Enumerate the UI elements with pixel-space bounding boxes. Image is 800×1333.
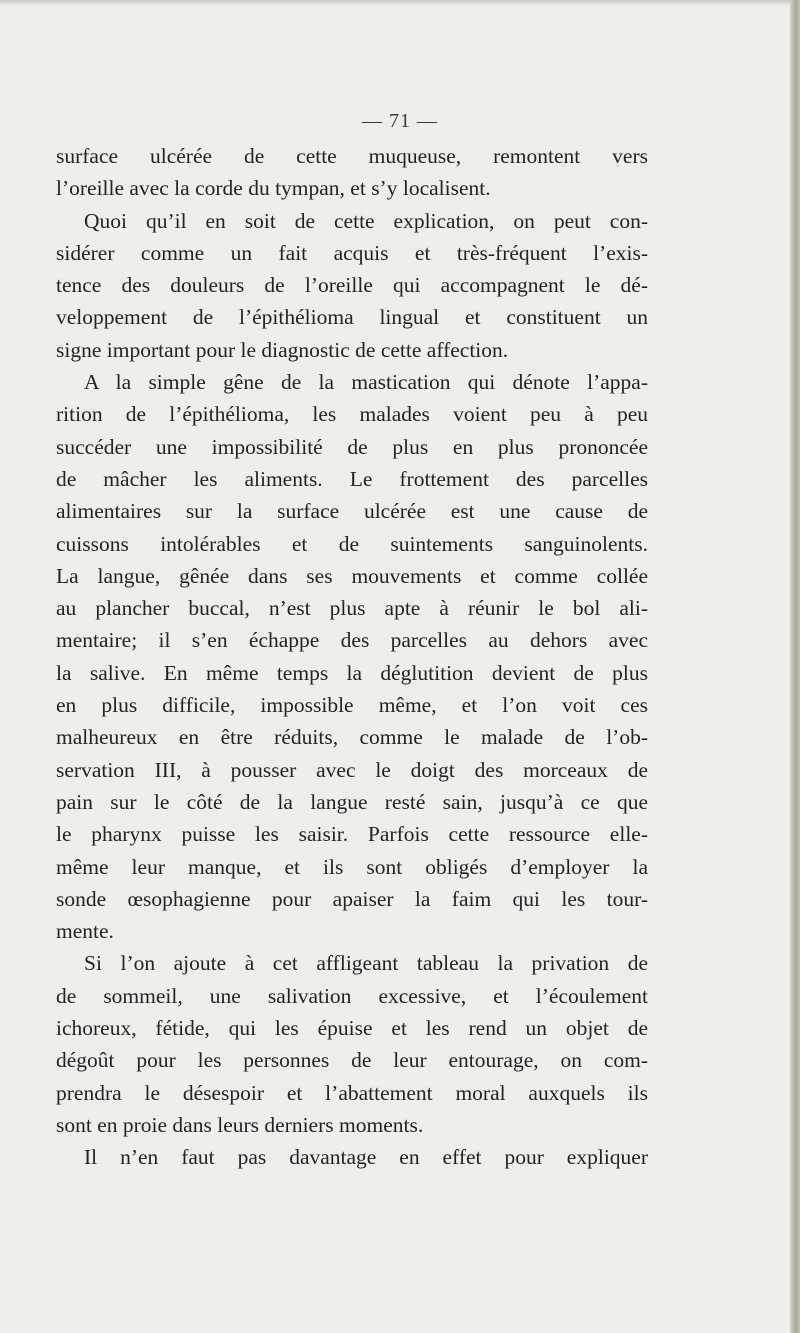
text-line: sonde œsophagienne pour apaiser la faim qui les tour- xyxy=(56,886,648,911)
text-line: A la simple gêne de la mastication qui dénote l’appa- xyxy=(84,370,648,395)
text-line: tence des douleurs de l’oreille qui accompagnent le dé- xyxy=(56,273,648,298)
text-line: Quoi qu’il en soit de cette explication, on peut con- xyxy=(84,208,648,233)
text-line: La langue, gênée dans ses mouvements et comme collée xyxy=(56,563,648,588)
text-line: mentaire; il s’en échappe des parcelles au dehors avec xyxy=(56,628,648,653)
page-edge xyxy=(790,0,800,1333)
text-line: pain sur le côté de la langue resté sain, jusqu’à ce que xyxy=(56,789,648,814)
text-line: mente. xyxy=(56,919,114,944)
text-line: rition de l’épithélioma, les malades voient peu à peu xyxy=(56,402,648,427)
text-line: la salive. En même temps la déglutition devient de plus xyxy=(56,660,648,685)
text-line: signe important pour le diagnostic de cette affection. xyxy=(56,337,509,362)
text-line: sidérer comme un fait acquis et très-fréquent l’exis- xyxy=(56,240,648,265)
text-line: au plancher buccal, n’est plus apte à réunir le bol ali- xyxy=(56,596,648,621)
text-line: succéder une impossibilité de plus en plus prononcée xyxy=(56,434,648,459)
text-line: servation III, à pousser avec le doigt des morceaux de xyxy=(56,757,648,782)
text-line: malheureux en être réduits, comme le malade de l’ob- xyxy=(56,725,648,750)
text-line: surface ulcérée de cette muqueuse, remontent vers xyxy=(56,144,648,168)
text-line: dégoût pour les personnes de leur entourage, on com- xyxy=(56,1048,648,1073)
text-line: Si l’on ajoute à cet affligeant tableau la privation de xyxy=(84,951,648,976)
text-line: de mâcher les aliments. Le frottement des parcelles xyxy=(56,466,648,491)
text-line: prendra le désespoir et l’abattement moral auxquels ils xyxy=(56,1080,648,1105)
text-line: l’oreille avec la corde du tympan, et s’y localisent. xyxy=(56,176,491,201)
page-number: — 71 — xyxy=(362,110,438,132)
text-line: sont en proie dans leurs derniers moments. xyxy=(56,1112,424,1137)
text-line: en plus difficile, impossible même, et l’on voit ces xyxy=(56,693,648,718)
page-top-shadow xyxy=(0,0,790,6)
text-line: même leur manque, et ils sont obligés d’employer la xyxy=(56,854,648,879)
text-line: veloppement de l’épithélioma lingual et constituent un xyxy=(56,305,648,330)
text-line: le pharynx puisse les saisir. Parfois cette ressource elle- xyxy=(56,822,648,847)
text-line: ichoreux, fétide, qui les épuise et les rend un objet de xyxy=(56,1016,648,1041)
body-text xyxy=(56,140,648,1174)
text-line: Il n’en faut pas davantage en effet pour expliquer xyxy=(84,1145,648,1170)
text-line: cuissons intolérables et de suintements sanguinolents. xyxy=(56,531,648,556)
text-line: de sommeil, une salivation excessive, et l’écoulement xyxy=(56,983,648,1008)
text-line: alimentaires sur la surface ulcérée est une cause de xyxy=(56,499,648,524)
